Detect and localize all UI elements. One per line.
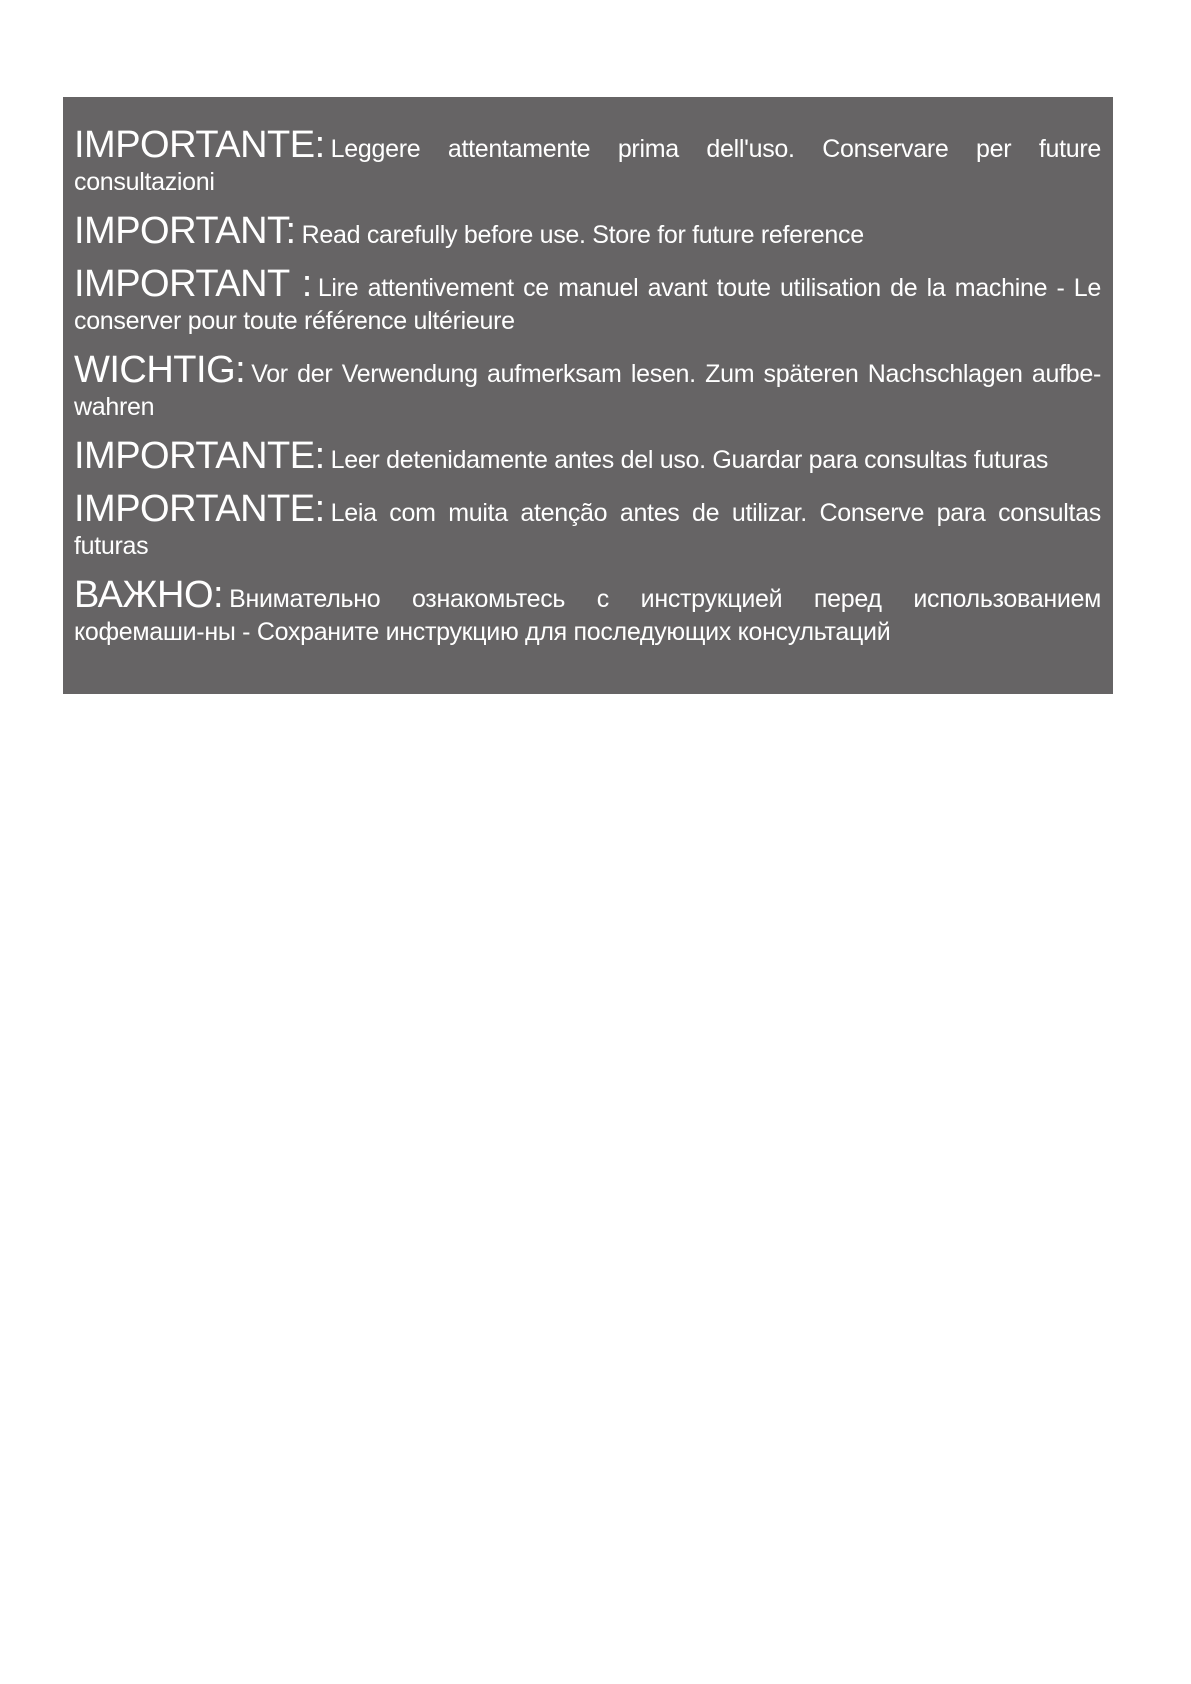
- notice-text-italian: Leggere attentamente prima dell'uso. Conservare per future consultazioni: [74, 135, 1101, 196]
- important-notice-box: [63, 97, 1113, 694]
- notice-french: [74, 263, 1101, 338]
- notice-text-french: Lire attentivement ce manuel avant toute utilisation de la machine - Le conserver pour toute référence ultérieure: [74, 274, 1101, 335]
- notice-portuguese: [74, 488, 1101, 563]
- notice-italian: [74, 124, 1101, 199]
- notice-text-russian: Внимательно ознакомьтесь с инструкцией перед использованием кофемаши-ны - Сохраните инструкцию для последующих консультаций: [74, 585, 1101, 646]
- notice-heading-russian: ВАЖНО:: [74, 574, 224, 616]
- notice-text-english: Read carefully before use. Store for future reference: [301, 221, 864, 249]
- notice-heading-italian: IMPORTANTE:: [74, 124, 325, 166]
- notice-text-spanish: Leer detenidamente antes del uso. Guardar para consultas futuras: [330, 446, 1049, 474]
- notice-heading-french: IMPORTANT :: [74, 263, 312, 305]
- notice-german: [74, 349, 1101, 424]
- notice-heading-german: WICHTIG:: [74, 349, 246, 391]
- notice-heading-spanish: IMPORTANTE:: [74, 435, 325, 477]
- notice-russian: [74, 574, 1101, 649]
- notice-heading-portuguese: IMPORTANTE:: [74, 488, 325, 530]
- notice-heading-english: IMPORTANT:: [74, 210, 296, 252]
- notice-text-portuguese: Leia com muita atenção antes de utilizar. Conserve para consultas futuras: [74, 499, 1101, 560]
- notice-spanish: [74, 435, 1101, 477]
- notice-text-german: Vor der Verwendung aufmerksam lesen. Zum späteren Nachschlagen aufbe-wahren: [74, 360, 1101, 421]
- notice-english: [74, 210, 1101, 252]
